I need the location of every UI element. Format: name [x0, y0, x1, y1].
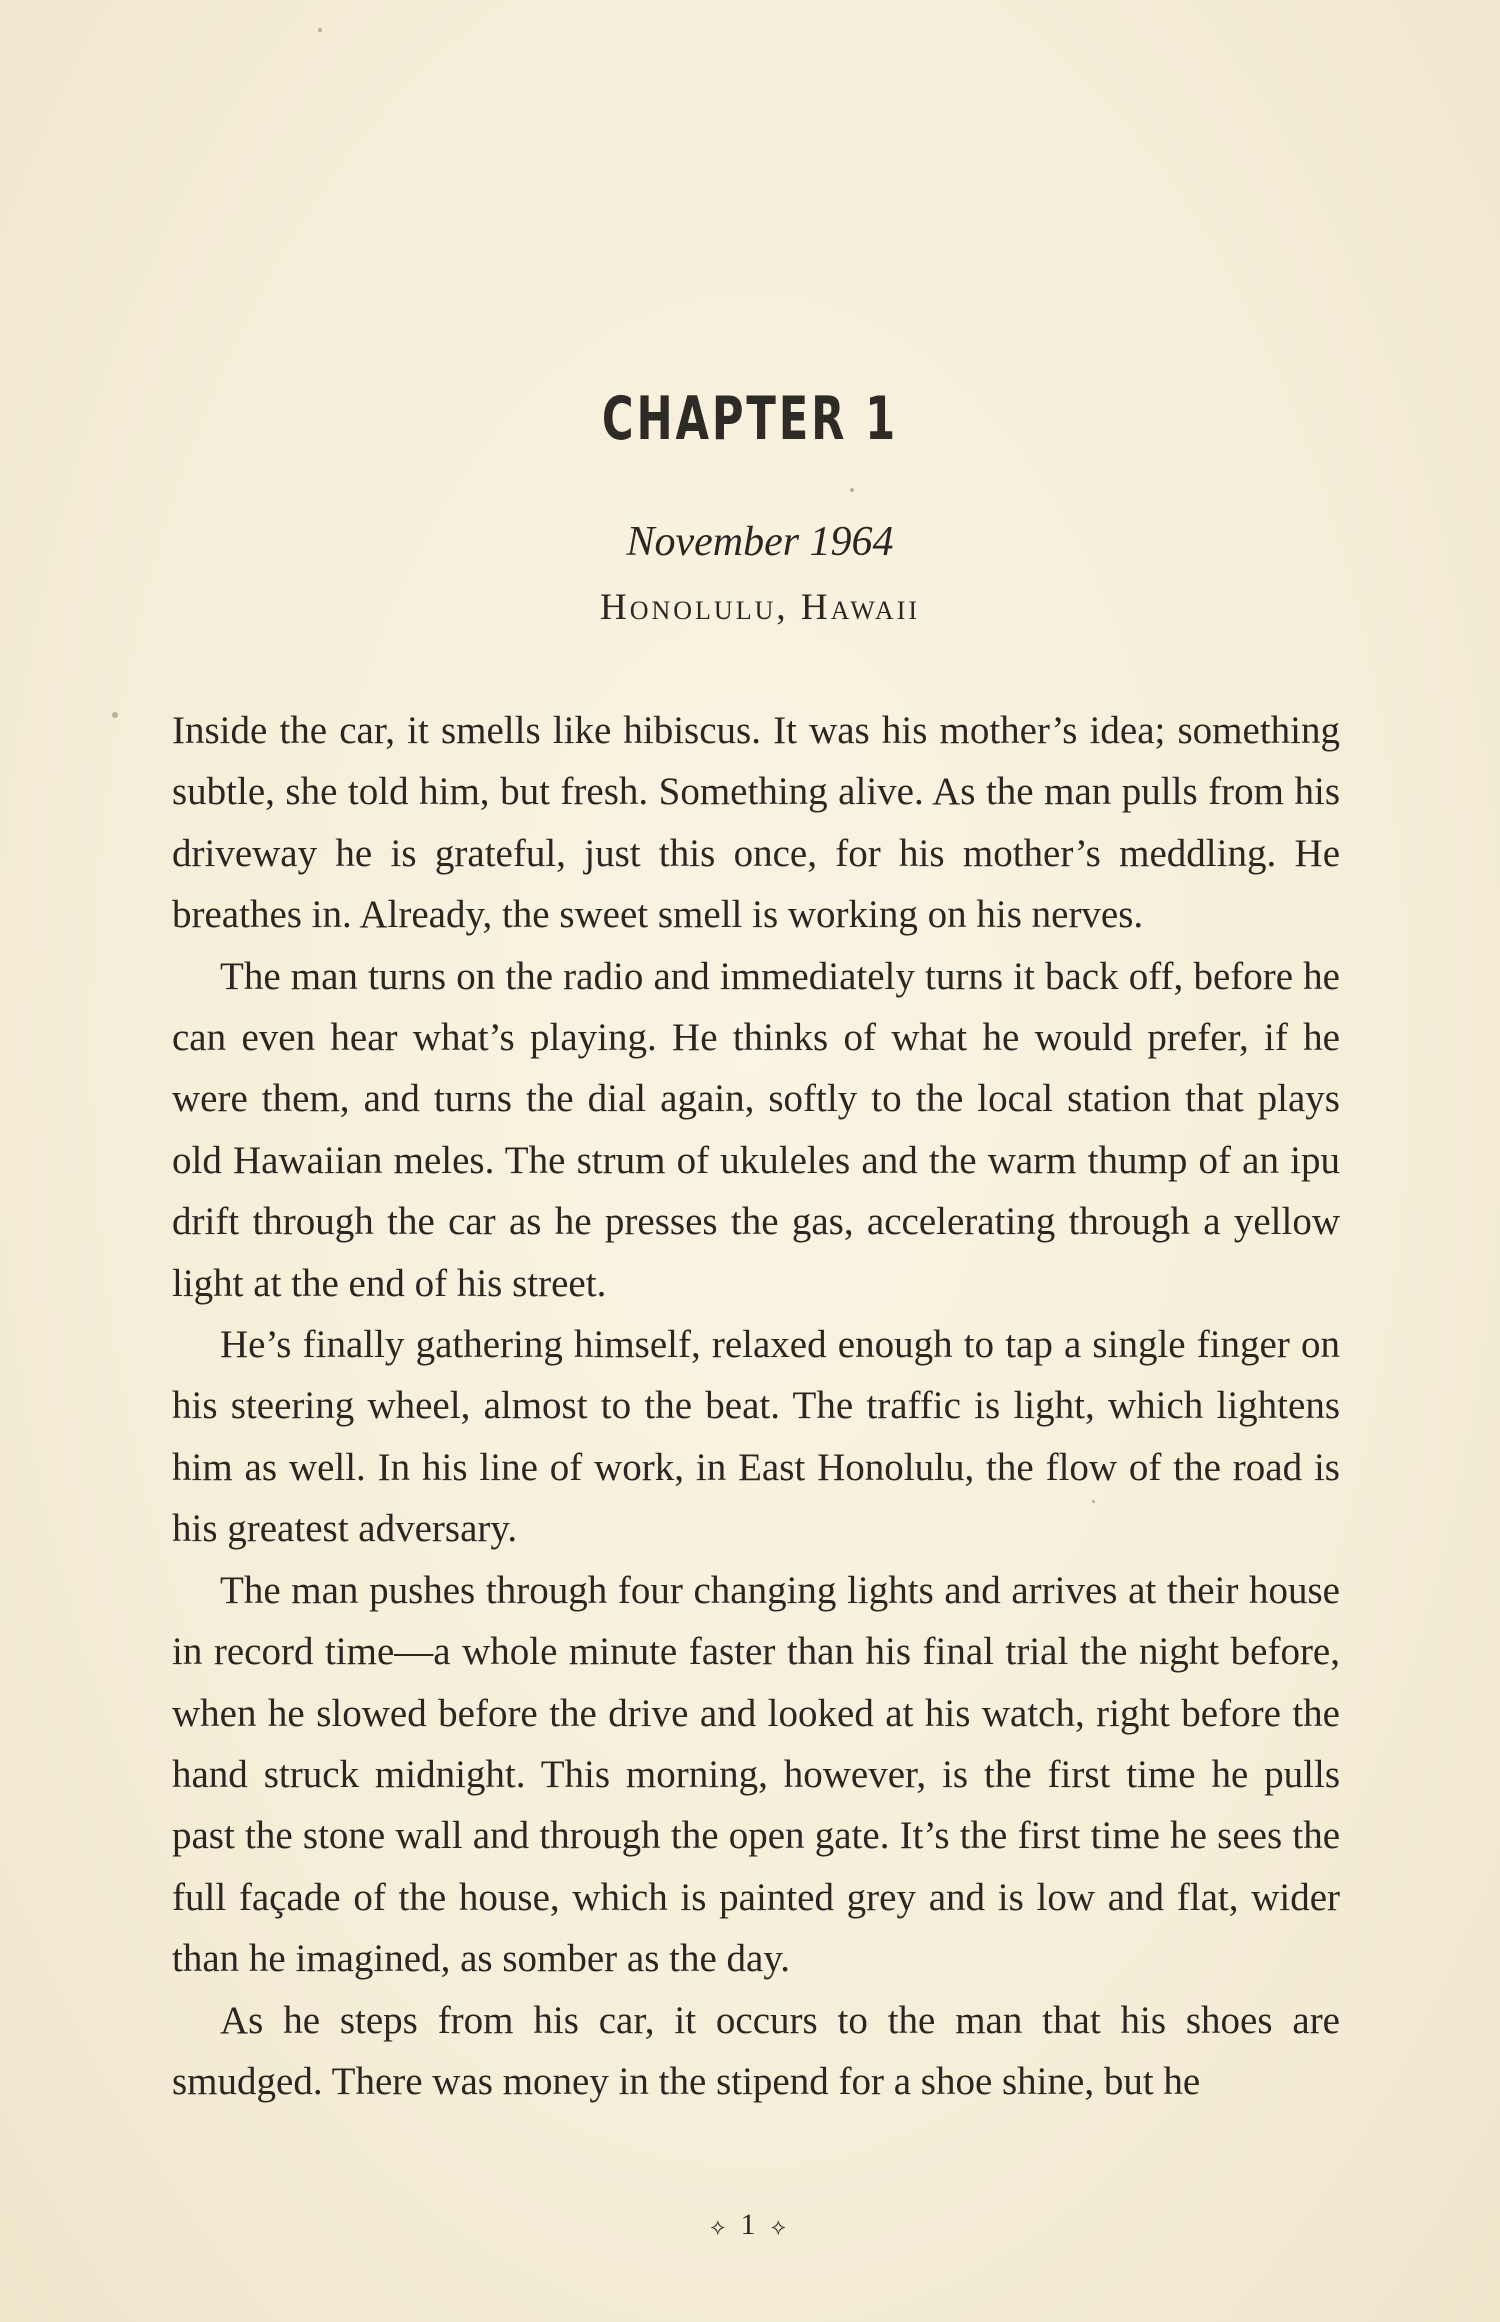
- paragraph: He’s finally gathering himself, relaxed enough to tap a single finger on his steering wheel, almost to the beat. The traffic is light, which lightens him as well. In his line of work, in East Honolulu, the flow of the road is his greatest adversary.: [172, 1323, 1340, 1551]
- paragraph: As he steps from his car, it occurs to the man that his shoes are smudged. There was money in the stipend for a shoe shine, but he: [172, 1998, 1340, 2103]
- right-ornament-icon: ⟡: [771, 2214, 790, 2239]
- page-number-value: 1: [740, 2208, 760, 2241]
- paper-speck: [112, 712, 118, 718]
- paragraph: The man turns on the radio and immediately turns it back off, before he can even hear what’s playing. He thinks of what he would prefer, if he were them, and turns the dial again, softly to the local station that plays old Hawaiian meles. The strum of ukuleles and the warm thump of an ipu drift through the car as he presses the gas, accelerating through a yellow light at the end of his street.: [172, 954, 1340, 1305]
- paper-speck: [850, 488, 854, 492]
- paragraph: Inside the car, it smells like hibiscus. It was his mother’s idea; something subtle, she told him, but fresh. Something alive. As the man pulls from his driveway he is grateful, just this once, for his mother’s meddling. He breathes in. Already, the sweet smell is working on his nerves.: [172, 709, 1340, 937]
- chapter-body: [172, 700, 1340, 2112]
- paper-speck: [318, 28, 322, 32]
- chapter-title: CHAPTER 1: [601, 384, 899, 454]
- chapter-place: Honolulu, Hawaii: [599, 587, 921, 628]
- chapter-date: November 1964: [626, 519, 894, 565]
- page-number: [0, 2208, 1500, 2242]
- left-ornament-icon: ⟡: [710, 2214, 729, 2239]
- paragraph: The man pushes through four changing lights and arrives at their house in record time—a whole minute faster than his final trial the night before, when he slowed before the drive and looked at his watch, right before the hand struck midnight. This morning, however, is the first time he pulls past the stone wall and through the open gate. It’s the first time he sees the full façade of the house, which is painted grey and is low and flat, wider than he imagined, as somber as the day.: [172, 1568, 1340, 1981]
